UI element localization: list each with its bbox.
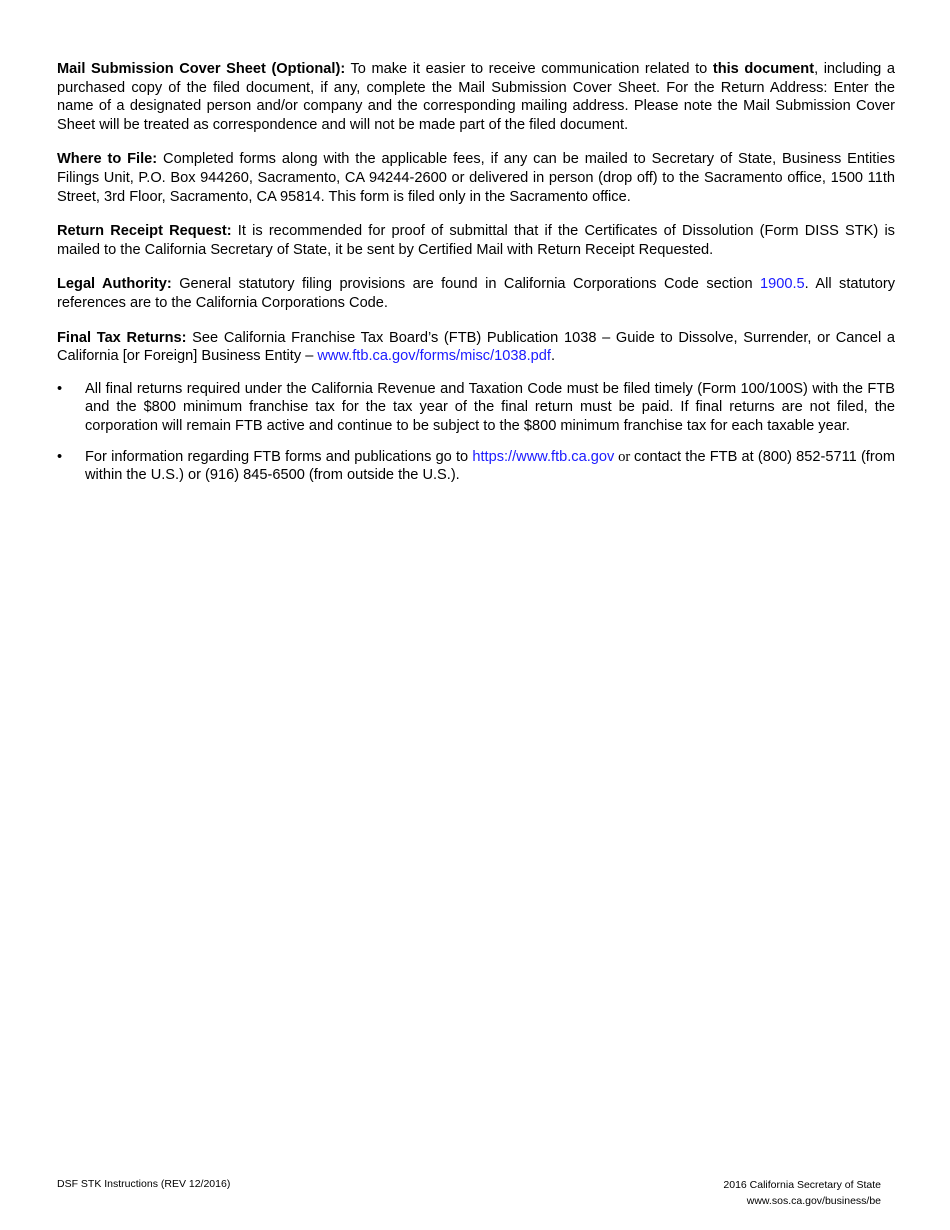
final-tax-returns-section: [57, 329, 895, 366]
return-receipt-section: [57, 222, 895, 259]
final-tax-returns-heading: Final Tax Returns:: [57, 329, 187, 346]
final-tax-returns-text-2: .: [550, 348, 556, 365]
copyright-text: 2016 California Secretary of State: [723, 1179, 881, 1191]
sos-website-text: www.sos.ca.gov/business/be: [746, 1195, 881, 1207]
where-to-file-heading: Where to File:: [57, 151, 158, 168]
ftb-website-link[interactable]: https://www.ftb.ca.gov: [472, 448, 615, 465]
legal-authority-text-2: . All statutory references are to the California Corporations Code.: [57, 276, 896, 311]
ftb-info-text-1: For information regarding FTB forms and publications go to: [85, 448, 473, 465]
mail-submission-heading: Mail Submission Cover Sheet (Optional):: [57, 61, 346, 77]
ftb-publication-link[interactable]: www.ftb.ca.gov/forms/misc/1038.pdf: [317, 348, 551, 365]
bullet-icon: •: [57, 380, 63, 397]
bullet-icon: •: [57, 448, 63, 465]
mail-submission-section: [57, 60, 895, 134]
final-returns-text: All final returns required under the California Revenue and Taxation Code must be filed timely (Form 100/100S) with the FTB and the $800 minimum franchise tax for the tax year of the final return must be paid. If final returns are not filed, the corporation will remain FTB active and continue to be subject to the $800 minimum franchise tax for each taxable year.: [85, 380, 895, 434]
return-receipt-heading: Return Receipt Request:: [57, 223, 232, 240]
return-receipt-text: It is recommended for proof of submittal that if the Certificates of Dissolution (Form DISS STK) is mailed to the California Secretary of State, it be sent by Certified Mail with Return Receipt Requested.: [57, 223, 895, 258]
ftb-info-or: or: [614, 448, 635, 465]
ftb-info-text-2: contact the FTB at (800) 852-5711 (from within the U.S.) or (916) 845-6500 (from outside the U.S.).: [85, 448, 895, 484]
legal-authority-text-1: General statutory filing provisions are found in California Corporations Code section: [171, 276, 761, 293]
mail-submission-text-1: To make it easier to receive communication related to: [345, 61, 713, 77]
where-to-file-section: [57, 150, 895, 206]
where-to-file-text: Completed forms along with the applicable fees, if any can be mailed to Secretary of State, Business Entities Filings Unit, P.O. Box 944260, Sacramento, CA 94244-2600 or delivered in person (drop off) to the Sacramento office, 1500 11th Street, 3rd Floor, Sacramento, CA 95814. This form is filed only in the Sacramento office.: [57, 151, 896, 205]
instructions-body: [57, 60, 895, 497]
mail-submission-text-2: , including a purchased copy of the filed document, if any, complete the Mail Submission Cover Sheet. For the Return Address: Enter the name of a designated person and/or company and the corresponding mailing address. Please note the Mail Submission Cover Sheet will be treated as correspondence and will not be made part of the filed document.: [57, 61, 895, 133]
mail-submission-bold: this document: [712, 61, 815, 77]
legal-authority-heading: Legal Authority:: [57, 276, 172, 293]
form-revision-footer: DSF STK Instructions (REV 12/2016): [57, 1178, 231, 1190]
list-item: [57, 380, 895, 436]
legal-authority-section: [57, 275, 895, 312]
code-section-link[interactable]: 1900.5: [760, 276, 805, 293]
copyright-footer: [723, 1177, 881, 1209]
tax-bullet-list: [57, 380, 895, 485]
list-item: [57, 448, 895, 485]
final-tax-returns-text-1: See California Franchise Tax Board’s (FTB) Publication 1038 – Guide to Dissolve, Surrender, or Cancel a California [or Foreign] Business Entity –: [57, 329, 895, 365]
